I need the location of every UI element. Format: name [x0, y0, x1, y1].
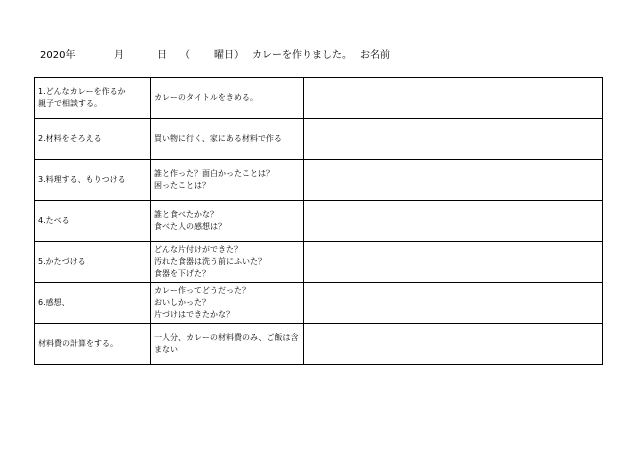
detail-cell: 買い物に行く、家にある材料で作る: [151, 119, 304, 160]
table-row: [35, 119, 603, 160]
table-row: [35, 242, 603, 283]
year-label: 2020年: [40, 50, 76, 61]
notes-cell[interactable]: [304, 324, 603, 365]
notes-cell[interactable]: [304, 201, 603, 242]
notes-cell[interactable]: [304, 78, 603, 119]
worksheet-title: カレーを作りました。: [252, 50, 352, 61]
detail-cell: 誰と作った？面白かったことは？ 困ったことは？: [151, 160, 304, 201]
step-cell: 5.かたづける: [35, 242, 151, 283]
activity-table: [34, 77, 603, 365]
table-row: [35, 324, 603, 365]
weekday-open-bracket: （: [180, 50, 190, 61]
detail-cell: どんな片付けができた？ 汚れた食器は洗う前にふいた？ 食器を下げた？: [151, 242, 304, 283]
table-row: [35, 78, 603, 119]
step-cell: 材料費の計算をする。: [35, 324, 151, 365]
step-cell: 6.感想、: [35, 283, 151, 324]
notes-cell[interactable]: [304, 160, 603, 201]
day-label: 日: [157, 50, 167, 61]
month-label: 月: [114, 50, 124, 61]
detail-cell: 誰と食べたかな？ 食べた人の感想は？: [151, 201, 304, 242]
detail-cell: 一人分、カレーの材料費のみ、ご飯は含 まない: [151, 324, 304, 365]
step-cell: 1.どんなカレーを作るか 親子で相談する。: [35, 78, 151, 119]
detail-cell: カレーのタイトルをきめる。: [151, 78, 304, 119]
table-row: [35, 160, 603, 201]
notes-cell[interactable]: [304, 242, 603, 283]
step-cell: 4.たべる: [35, 201, 151, 242]
weekday-label: 曜日）: [214, 50, 244, 61]
table-row: [35, 283, 603, 324]
detail-cell: カレー作ってどうだった？ おいしかった？ 片づけはできたかな？: [151, 283, 304, 324]
name-label: お名前: [360, 50, 390, 61]
notes-cell[interactable]: [304, 119, 603, 160]
step-cell: 2.材料をそろえる: [35, 119, 151, 160]
step-cell: 3.料理する、もりつける: [35, 160, 151, 201]
table-row: [35, 201, 603, 242]
notes-cell[interactable]: [304, 283, 603, 324]
worksheet-header: [0, 46, 640, 62]
